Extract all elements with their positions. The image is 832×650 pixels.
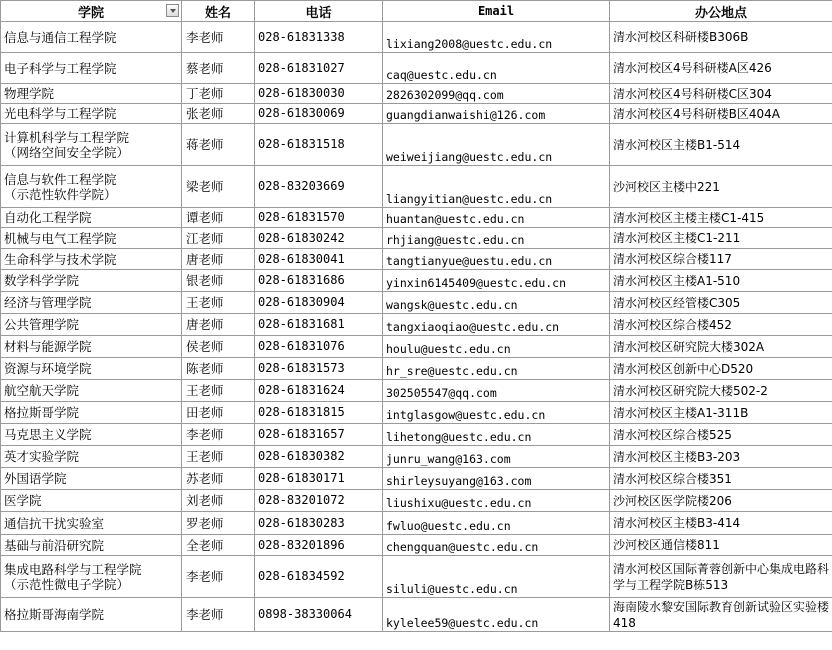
table-row [1, 22, 832, 53]
table-row [1, 535, 832, 556]
college-line: 光电科学与工程学院 [4, 106, 117, 121]
cell-email[interactable]: tangxiaoqiao@uestc.edu.cn [383, 314, 610, 336]
cell-college[interactable] [1, 598, 182, 632]
cell-office[interactable]: 清水河校区综合楼525 [610, 424, 832, 446]
table-row [1, 512, 832, 535]
college-line: （示范性微电子学院） [4, 576, 130, 592]
cell-college[interactable] [1, 22, 182, 53]
cell-office[interactable]: 清水河校区主楼A1-510 [610, 270, 832, 292]
cell-college[interactable] [1, 228, 182, 249]
college-line: 格拉斯哥海南学院 [4, 607, 105, 622]
cell-name[interactable]: 罗老师 [182, 512, 255, 535]
table-row [1, 208, 832, 228]
cell-college[interactable] [1, 336, 182, 358]
cell-name[interactable]: 蔡老师 [182, 53, 255, 84]
table-row [1, 84, 832, 104]
cell-email[interactable]: houlu@uestc.edu.cn [383, 336, 610, 358]
cell-office[interactable]: 清水河校区经管楼C305 [610, 292, 832, 314]
college-line: （网络空间安全学院） [4, 144, 130, 160]
cell-email[interactable]: wangsk@uestc.edu.cn [383, 292, 610, 314]
cell-college[interactable] [1, 124, 182, 166]
cell-office[interactable]: 清水河校区4号科研楼C区304 [610, 84, 832, 104]
cell-college[interactable] [1, 535, 182, 556]
cell-name[interactable]: 陈老师 [182, 358, 255, 380]
cell-phone[interactable]: 028-61830069 [255, 104, 383, 124]
college-line: 材料与能源学院 [4, 339, 92, 354]
college-line: 格拉斯哥学院 [4, 405, 80, 420]
cell-college[interactable] [1, 249, 182, 270]
cell-college[interactable] [1, 84, 182, 104]
cell-phone[interactable]: 028-61831657 [255, 424, 383, 446]
cell-office[interactable]: 清水河校区综合楼452 [610, 314, 832, 336]
cell-name[interactable]: 侯老师 [182, 336, 255, 358]
table-row [1, 468, 832, 490]
table-row [1, 270, 832, 292]
cell-email[interactable]: caq@uestc.edu.cn [383, 53, 610, 84]
cell-email[interactable]: fwluo@uestc.edu.cn [383, 512, 610, 535]
cell-college[interactable] [1, 292, 182, 314]
table-row [1, 53, 832, 84]
college-line: 经济与管理学院 [4, 295, 92, 310]
cell-phone[interactable]: 028-61831686 [255, 270, 383, 292]
cell-name[interactable]: 王老师 [182, 446, 255, 468]
cell-email[interactable]: shirleysuyang@163.com [383, 468, 610, 490]
cell-phone[interactable]: 028-61830382 [255, 446, 383, 468]
table-row [1, 598, 832, 632]
col-header-name[interactable]: 姓名 [182, 1, 255, 22]
college-line: 马克思主义学院 [4, 427, 92, 442]
cell-college[interactable] [1, 468, 182, 490]
table-row [1, 104, 832, 124]
cell-email[interactable]: hr_sre@uestc.edu.cn [383, 358, 610, 380]
college-line: 集成电路科学与工程学院 [4, 561, 142, 577]
cell-college[interactable] [1, 314, 182, 336]
cell-email[interactable]: chengquan@uestc.edu.cn [383, 535, 610, 556]
cell-office[interactable]: 清水河校区主楼C1-211 [610, 228, 832, 249]
cell-phone[interactable]: 028-61831570 [255, 208, 383, 228]
cell-office[interactable]: 清水河校区研究院大楼302A [610, 336, 832, 358]
cell-college[interactable] [1, 208, 182, 228]
cell-college[interactable] [1, 402, 182, 424]
cell-office[interactable]: 沙河校区医学院楼206 [610, 490, 832, 512]
cell-name[interactable]: 王老师 [182, 380, 255, 402]
cell-email[interactable]: 2826302099@qq.com [383, 84, 610, 104]
cell-name[interactable]: 田老师 [182, 402, 255, 424]
cell-college[interactable] [1, 380, 182, 402]
cell-office[interactable]: 清水河校区主楼B3-203 [610, 446, 832, 468]
cell-email[interactable]: siluli@uestc.edu.cn [383, 556, 610, 598]
table-row [1, 249, 832, 270]
cell-name[interactable]: 李老师 [182, 598, 255, 632]
dropdown-arrow-icon [170, 9, 176, 13]
cell-office[interactable]: 清水河校区主楼B3-414 [610, 512, 832, 535]
cell-name[interactable]: 谭老师 [182, 208, 255, 228]
cell-name[interactable]: 李老师 [182, 424, 255, 446]
college-line: 计算机科学与工程学院 [4, 129, 130, 145]
cell-phone[interactable]: 0898-38330064 [255, 598, 383, 632]
college-line: 公共管理学院 [4, 317, 80, 332]
college-line: 电子科学与工程学院 [4, 60, 117, 76]
header-row [1, 1, 832, 22]
cell-college[interactable] [1, 270, 182, 292]
cell-name[interactable]: 蒋老师 [182, 124, 255, 166]
cell-phone[interactable]: 028-61831076 [255, 336, 383, 358]
cell-email[interactable]: tangtianyue@uestu.edu.cn [383, 249, 610, 270]
table-row [1, 556, 832, 598]
col-header-college[interactable] [1, 1, 182, 22]
college-line: 机械与电气工程学院 [4, 230, 117, 246]
table-row [1, 380, 832, 402]
cell-name[interactable]: 苏老师 [182, 468, 255, 490]
table-row [1, 402, 832, 424]
college-line: 基础与前沿研究院 [4, 537, 105, 553]
cell-name[interactable]: 刘老师 [182, 490, 255, 512]
cell-college[interactable] [1, 446, 182, 468]
col-header-office[interactable]: 办公地点 [610, 1, 832, 22]
cell-name[interactable]: 王老师 [182, 292, 255, 314]
cell-phone[interactable]: 028-61831027 [255, 53, 383, 84]
cell-name[interactable]: 江老师 [182, 228, 255, 249]
college-line: 物理学院 [4, 86, 55, 101]
cell-phone[interactable]: 028-61830242 [255, 228, 383, 249]
college-line: 通信抗干扰实验室 [4, 515, 105, 531]
cell-name[interactable]: 李老师 [182, 22, 255, 53]
cell-email[interactable]: weiweijiang@uestc.edu.cn [383, 124, 610, 166]
col-header-college-label: 学院 [77, 5, 104, 21]
col-header-email[interactable]: Email [383, 1, 610, 22]
cell-email[interactable]: kylelee59@uestc.edu.cn [383, 598, 610, 632]
table-row [1, 228, 832, 249]
cell-office[interactable]: 清水河校区4号科研楼B区404A [610, 104, 832, 124]
cell-name[interactable]: 银老师 [182, 270, 255, 292]
college-line: 自动化工程学院 [4, 210, 92, 225]
cell-name[interactable]: 唐老师 [182, 249, 255, 270]
table-row [1, 490, 832, 512]
cell-office[interactable]: 清水河校区综合楼351 [610, 468, 832, 490]
cell-college[interactable] [1, 490, 182, 512]
college-line: 航空航天学院 [4, 383, 80, 398]
cell-email[interactable]: 302505547@qq.com [383, 380, 610, 402]
cell-phone[interactable]: 028-61830171 [255, 468, 383, 490]
filter-dropdown-button[interactable] [166, 4, 179, 17]
table-row [1, 358, 832, 380]
cell-phone[interactable]: 028-61831518 [255, 124, 383, 166]
cell-office[interactable]: 清水河校区4号科研楼A区426 [610, 53, 832, 84]
cell-college[interactable] [1, 166, 182, 208]
cell-college[interactable] [1, 53, 182, 84]
cell-office[interactable]: 沙河校区主楼中221 [610, 166, 832, 208]
cell-email[interactable]: rhjiang@uestc.edu.cn [383, 228, 610, 249]
cell-office[interactable]: 海南陵水黎安国际教育创新试验区实验楼418 [610, 598, 832, 632]
cell-email[interactable]: intglasgow@uestc.edu.cn [383, 402, 610, 424]
college-line: 外国语学院 [4, 471, 67, 486]
cell-email[interactable]: liushixu@uestc.edu.cn [383, 490, 610, 512]
col-header-phone[interactable]: 电话 [255, 1, 383, 22]
college-line: 资源与环境学院 [4, 361, 92, 376]
cell-office[interactable]: 清水河校区科研楼B306B [610, 22, 832, 53]
college-line: 数学科学学院 [4, 273, 80, 288]
cell-phone[interactable]: 028-61830904 [255, 292, 383, 314]
table-row [1, 424, 832, 446]
cell-office[interactable]: 清水河校区创新中心D520 [610, 358, 832, 380]
cell-email[interactable]: huantan@uestc.edu.cn [383, 208, 610, 228]
cell-email[interactable]: liangyitian@uestc.edu.cn [383, 166, 610, 208]
cell-office[interactable]: 清水河校区主楼B1-514 [610, 124, 832, 166]
cell-phone[interactable]: 028-61831681 [255, 314, 383, 336]
cell-phone[interactable]: 028-61831573 [255, 358, 383, 380]
cell-phone[interactable]: 028-61834592 [255, 556, 383, 598]
cell-phone[interactable]: 028-61831338 [255, 22, 383, 53]
cell-phone[interactable]: 028-83201896 [255, 535, 383, 556]
cell-office[interactable]: 清水河校区综合楼117 [610, 249, 832, 270]
table-row [1, 166, 832, 208]
table-row [1, 314, 832, 336]
cell-name[interactable]: 唐老师 [182, 314, 255, 336]
cell-name[interactable]: 丁老师 [182, 84, 255, 104]
cell-name[interactable]: 李老师 [182, 556, 255, 598]
cell-college[interactable] [1, 358, 182, 380]
cell-name[interactable]: 梁老师 [182, 166, 255, 208]
cell-college[interactable] [1, 556, 182, 598]
cell-name[interactable]: 全老师 [182, 535, 255, 556]
cell-phone[interactable]: 028-61830030 [255, 84, 383, 104]
cell-phone[interactable]: 028-61831815 [255, 402, 383, 424]
cell-college[interactable] [1, 104, 182, 124]
cell-name[interactable]: 张老师 [182, 104, 255, 124]
table-row [1, 124, 832, 166]
cell-college[interactable] [1, 424, 182, 446]
cell-phone[interactable]: 028-61830283 [255, 512, 383, 535]
cell-office[interactable]: 清水河校区国际菁蓉创新中心集成电路科学与工程学院B栋513 [610, 556, 832, 598]
cell-email[interactable]: lixiang2008@uestc.edu.cn [383, 22, 610, 53]
cell-email[interactable]: yinxin6145409@uestc.edu.cn [383, 270, 610, 292]
table-row [1, 292, 832, 314]
table-row [1, 336, 832, 358]
cell-phone[interactable]: 028-61830041 [255, 249, 383, 270]
cell-email[interactable]: lihetong@uestc.edu.cn [383, 424, 610, 446]
cell-phone[interactable]: 028-83203669 [255, 166, 383, 208]
college-line: 信息与软件工程学院 [4, 171, 117, 187]
cell-email[interactable]: guangdianwaishi@126.com [383, 104, 610, 124]
college-line: 医学院 [4, 493, 42, 508]
cell-email[interactable]: junru_wang@163.com [383, 446, 610, 468]
cell-phone[interactable]: 028-83201072 [255, 490, 383, 512]
table-row [1, 446, 832, 468]
cell-office[interactable]: 清水河校区主楼主楼C1-415 [610, 208, 832, 228]
college-line: 英才实验学院 [4, 449, 80, 464]
cell-office[interactable]: 清水河校区研究院大楼502-2 [610, 380, 832, 402]
college-line: 信息与通信工程学院 [4, 29, 117, 45]
college-line: 生命科学与技术学院 [4, 251, 117, 267]
cell-office[interactable]: 清水河校区主楼A1-311B [610, 402, 832, 424]
cell-office[interactable]: 沙河校区通信楼811 [610, 535, 832, 556]
cell-college[interactable] [1, 512, 182, 535]
cell-phone[interactable]: 028-61831624 [255, 380, 383, 402]
college-line: （示范性软件学院） [4, 186, 117, 202]
